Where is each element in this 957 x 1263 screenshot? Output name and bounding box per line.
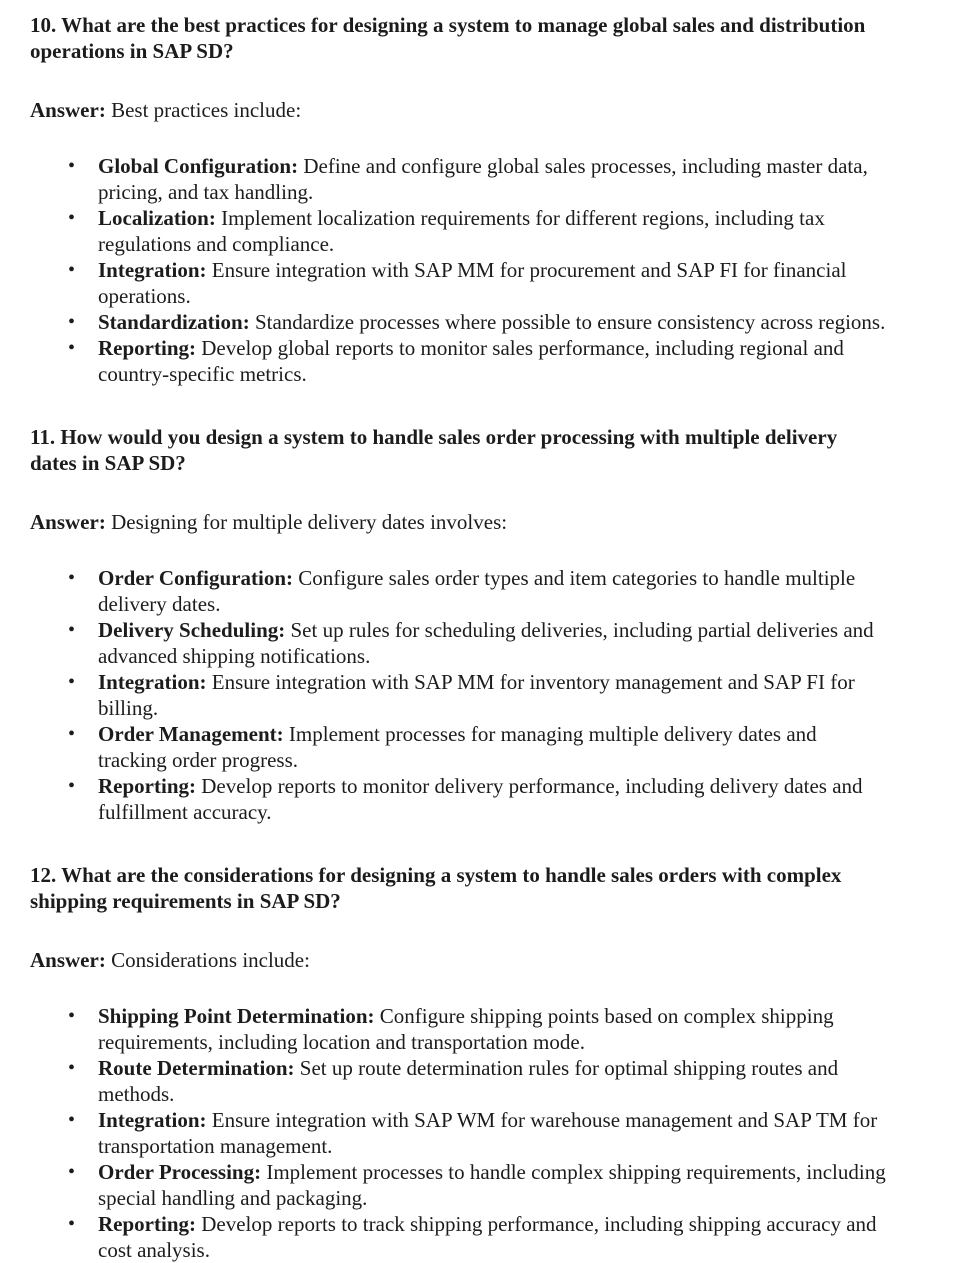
question-heading: 10. What are the best practices for designing a system to manage global sales and distribution operations in SAP SD? — [30, 13, 866, 63]
bullet-term: Standardization: — [98, 310, 250, 334]
answer-intro: Best practices include: — [111, 98, 302, 122]
list-item — [98, 1003, 887, 1055]
question-heading: 11. How would you design a system to handle sales order processing with multiple delivery dates in SAP SD? — [30, 425, 838, 475]
answer-line — [30, 97, 887, 123]
bullet-term: Global Configuration: — [98, 154, 299, 178]
bullet-term: Order Processing: — [98, 1160, 262, 1184]
bullet-text: Standardize processes where possible to ensure consistency across regions. — [254, 310, 886, 334]
list-item — [98, 1159, 887, 1211]
answer-line — [30, 509, 887, 535]
bullet-term: Reporting: — [98, 1212, 196, 1236]
bullet-term: Localization: — [98, 206, 216, 230]
bullet-text: Develop reports to monitor delivery performance, including delivery dates and fulfillment accuracy. — [98, 774, 863, 824]
bullet-term: Integration: — [98, 1108, 207, 1132]
answer-label: Answer: — [30, 510, 106, 534]
bullet-term: Route Determination: — [98, 1056, 295, 1080]
bullet-term: Integration: — [98, 258, 207, 282]
list-item — [98, 1107, 887, 1159]
list-item — [98, 669, 887, 721]
list-item — [98, 565, 887, 617]
bullet-list — [30, 153, 887, 387]
bullet-text: Ensure integration with SAP MM for procurement and SAP FI for financial operations. — [98, 258, 847, 308]
qa-section-12 — [30, 862, 887, 1263]
bullet-text: Configure sales order types and item categories to handle multiple delivery dates. — [98, 566, 856, 616]
answer-line — [30, 947, 887, 973]
bullet-term: Order Configuration: — [98, 566, 294, 590]
bullet-text: Develop reports to track shipping performance, including shipping accuracy and cost analysis. — [98, 1212, 877, 1262]
bullet-text: Ensure integration with SAP MM for inventory management and SAP FI for billing. — [98, 670, 855, 720]
bullet-text: Implement processes to handle complex shipping requirements, including special handling and packaging. — [98, 1160, 886, 1210]
list-item — [98, 1211, 887, 1263]
list-item — [98, 153, 887, 205]
list-item — [98, 773, 887, 825]
list-item — [98, 257, 887, 309]
bullet-text: Set up route determination rules for optimal shipping routes and methods. — [98, 1056, 839, 1106]
bullet-text: Implement processes for managing multiple delivery dates and tracking order progress. — [98, 722, 817, 772]
qa-section-10 — [30, 12, 887, 387]
list-item — [98, 617, 887, 669]
answer-label: Answer: — [30, 948, 106, 972]
bullet-list — [30, 565, 887, 825]
bullet-term: Reporting: — [98, 774, 196, 798]
bullet-text: Implement localization requirements for different regions, including tax regulations and compliance. — [98, 206, 825, 256]
bullet-text: Set up rules for scheduling deliveries, including partial deliveries and advanced shipping notifications. — [98, 618, 874, 668]
list-item — [98, 335, 887, 387]
bullet-text: Configure shipping points based on complex shipping requirements, including location and transportation mode. — [98, 1004, 834, 1054]
bullet-text: Define and configure global sales processes, including master data, pricing, and tax handling. — [98, 154, 868, 204]
list-item — [98, 309, 887, 335]
list-item — [98, 721, 887, 773]
answer-label: Answer: — [30, 98, 106, 122]
bullet-term: Reporting: — [98, 336, 196, 360]
answer-intro: Considerations include: — [111, 948, 310, 972]
bullet-term: Shipping Point Determination: — [98, 1004, 375, 1028]
bullet-term: Delivery Scheduling: — [98, 618, 286, 642]
bullet-text: Develop global reports to monitor sales performance, including regional and country-specific metrics. — [98, 336, 844, 386]
bullet-text: Ensure integration with SAP WM for warehouse management and SAP TM for transportation management. — [98, 1108, 878, 1158]
bullet-list — [30, 1003, 887, 1263]
question-heading: 12. What are the considerations for designing a system to handle sales orders with complex shipping requirements in SAP SD? — [30, 863, 842, 913]
bullet-term: Integration: — [98, 670, 207, 694]
answer-intro: Designing for multiple delivery dates involves: — [111, 510, 508, 534]
qa-section-11 — [30, 424, 887, 825]
list-item — [98, 205, 887, 257]
bullet-term: Order Management: — [98, 722, 284, 746]
list-item — [98, 1055, 887, 1107]
